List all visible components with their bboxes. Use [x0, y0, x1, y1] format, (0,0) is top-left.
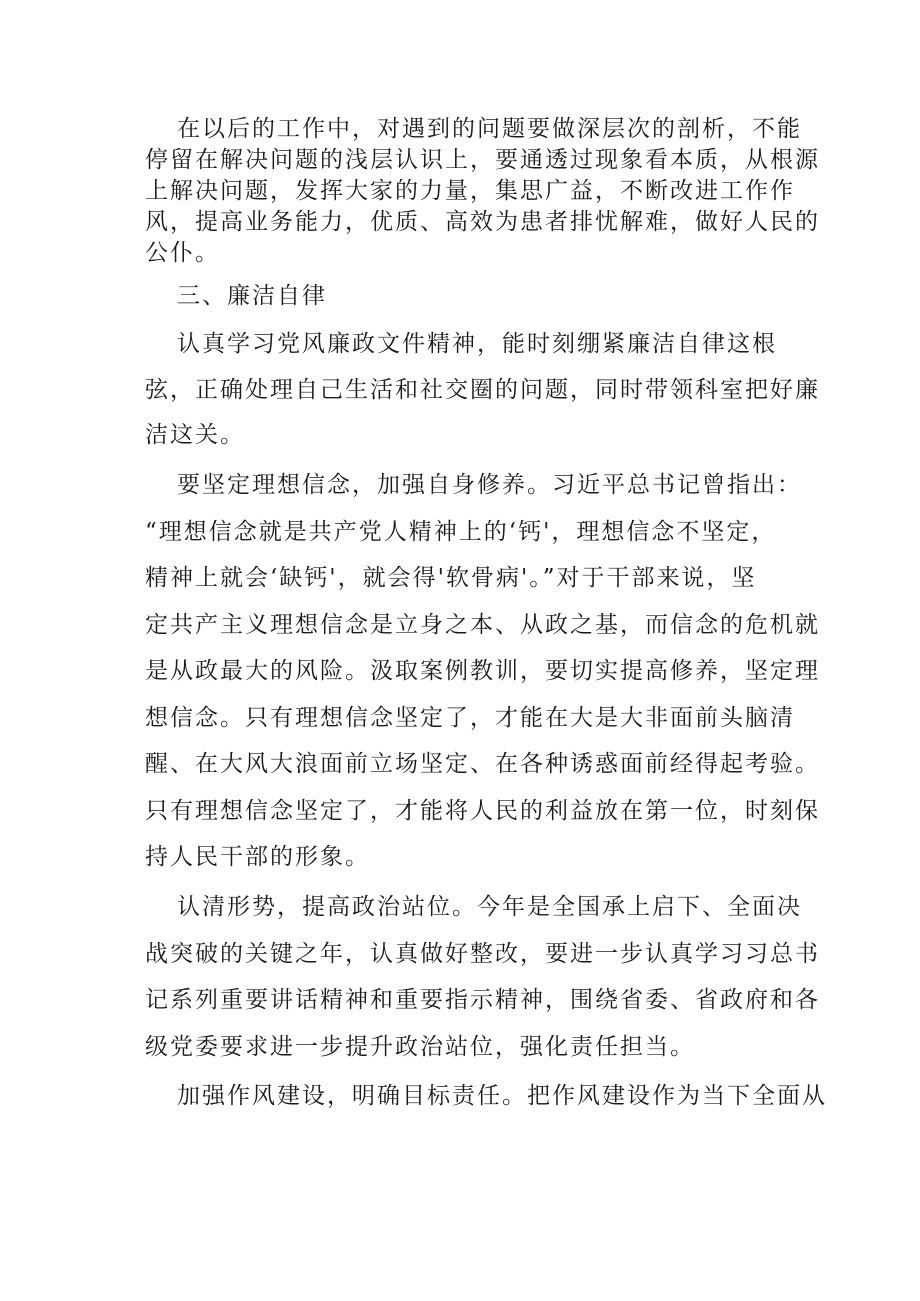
text-line: 风，提高业务能力，优质、高效为患者排忧解难，做好人民的 — [145, 209, 820, 235]
section-heading: 三、廉洁自律 — [177, 283, 327, 309]
text-line: 上解决问题，发挥大家的力量，集思广益，不断改进工作作 — [145, 178, 795, 204]
text-line: 在以后的工作中，对遇到的问题要做深层次的剖析，不能 — [177, 116, 802, 142]
text-line: 停留在解决问题的浅层认识上，要通透过现象看本质，从根源 — [145, 147, 820, 173]
text-line: 想信念。只有理想信念坚定了，才能在大是大非面前头脑清 — [145, 705, 795, 731]
text-line: 只有理想信念坚定了，才能将人民的利益放在第一位，时刻保 — [145, 798, 820, 824]
text-line: “理想信念就是共产党人精神上的‘钙'，理想信念不坚定， — [145, 519, 777, 545]
text-line: 认清形势，提高政治站位。今年是全国承上启下、全面决 — [177, 894, 802, 920]
text-line: 弦，正确处理自己生活和社交圈的问题，同时带领科室把好廉 — [145, 377, 820, 403]
text-line: 要坚定理想信念，加强自身修养。习近平总书记曾指出： — [177, 472, 802, 498]
text-line: 醒、在大风大浪面前立场坚定、在各种诱惑面前经得起考验。 — [145, 751, 820, 777]
text-line: 认真学习党风廉政文件精神，能时刻绷紧廉洁自律这根 — [177, 331, 777, 357]
text-line: 是从政最大的风险。汲取案例教训，要切实提高修养，坚定理 — [145, 658, 820, 684]
text-line: 级党委要求进一步提升政治站位，强化责任担当。 — [145, 1034, 695, 1060]
text-line: 公仆。 — [145, 240, 220, 266]
text-line: 持人民干部的形象。 — [145, 844, 370, 870]
text-line: 洁这关。 — [145, 422, 245, 448]
text-line: 定共产主义理想信念是立身之本、从政之基，而信念的危机就 — [145, 612, 820, 638]
text-line: 记系列重要讲话精神和重要指示精神，围绕省委、省政府和各 — [145, 987, 820, 1013]
text-line: 加强作风建设，明确目标责任。把作风建设作为当下全面从 — [177, 1083, 827, 1109]
text-line: 精神上就会‘缺钙'，就会得'软骨病'。”对于干部来说，坚 — [145, 565, 757, 591]
text-line: 战突破的关键之年，认真做好整改，要进一步认真学习习总书 — [145, 941, 820, 967]
